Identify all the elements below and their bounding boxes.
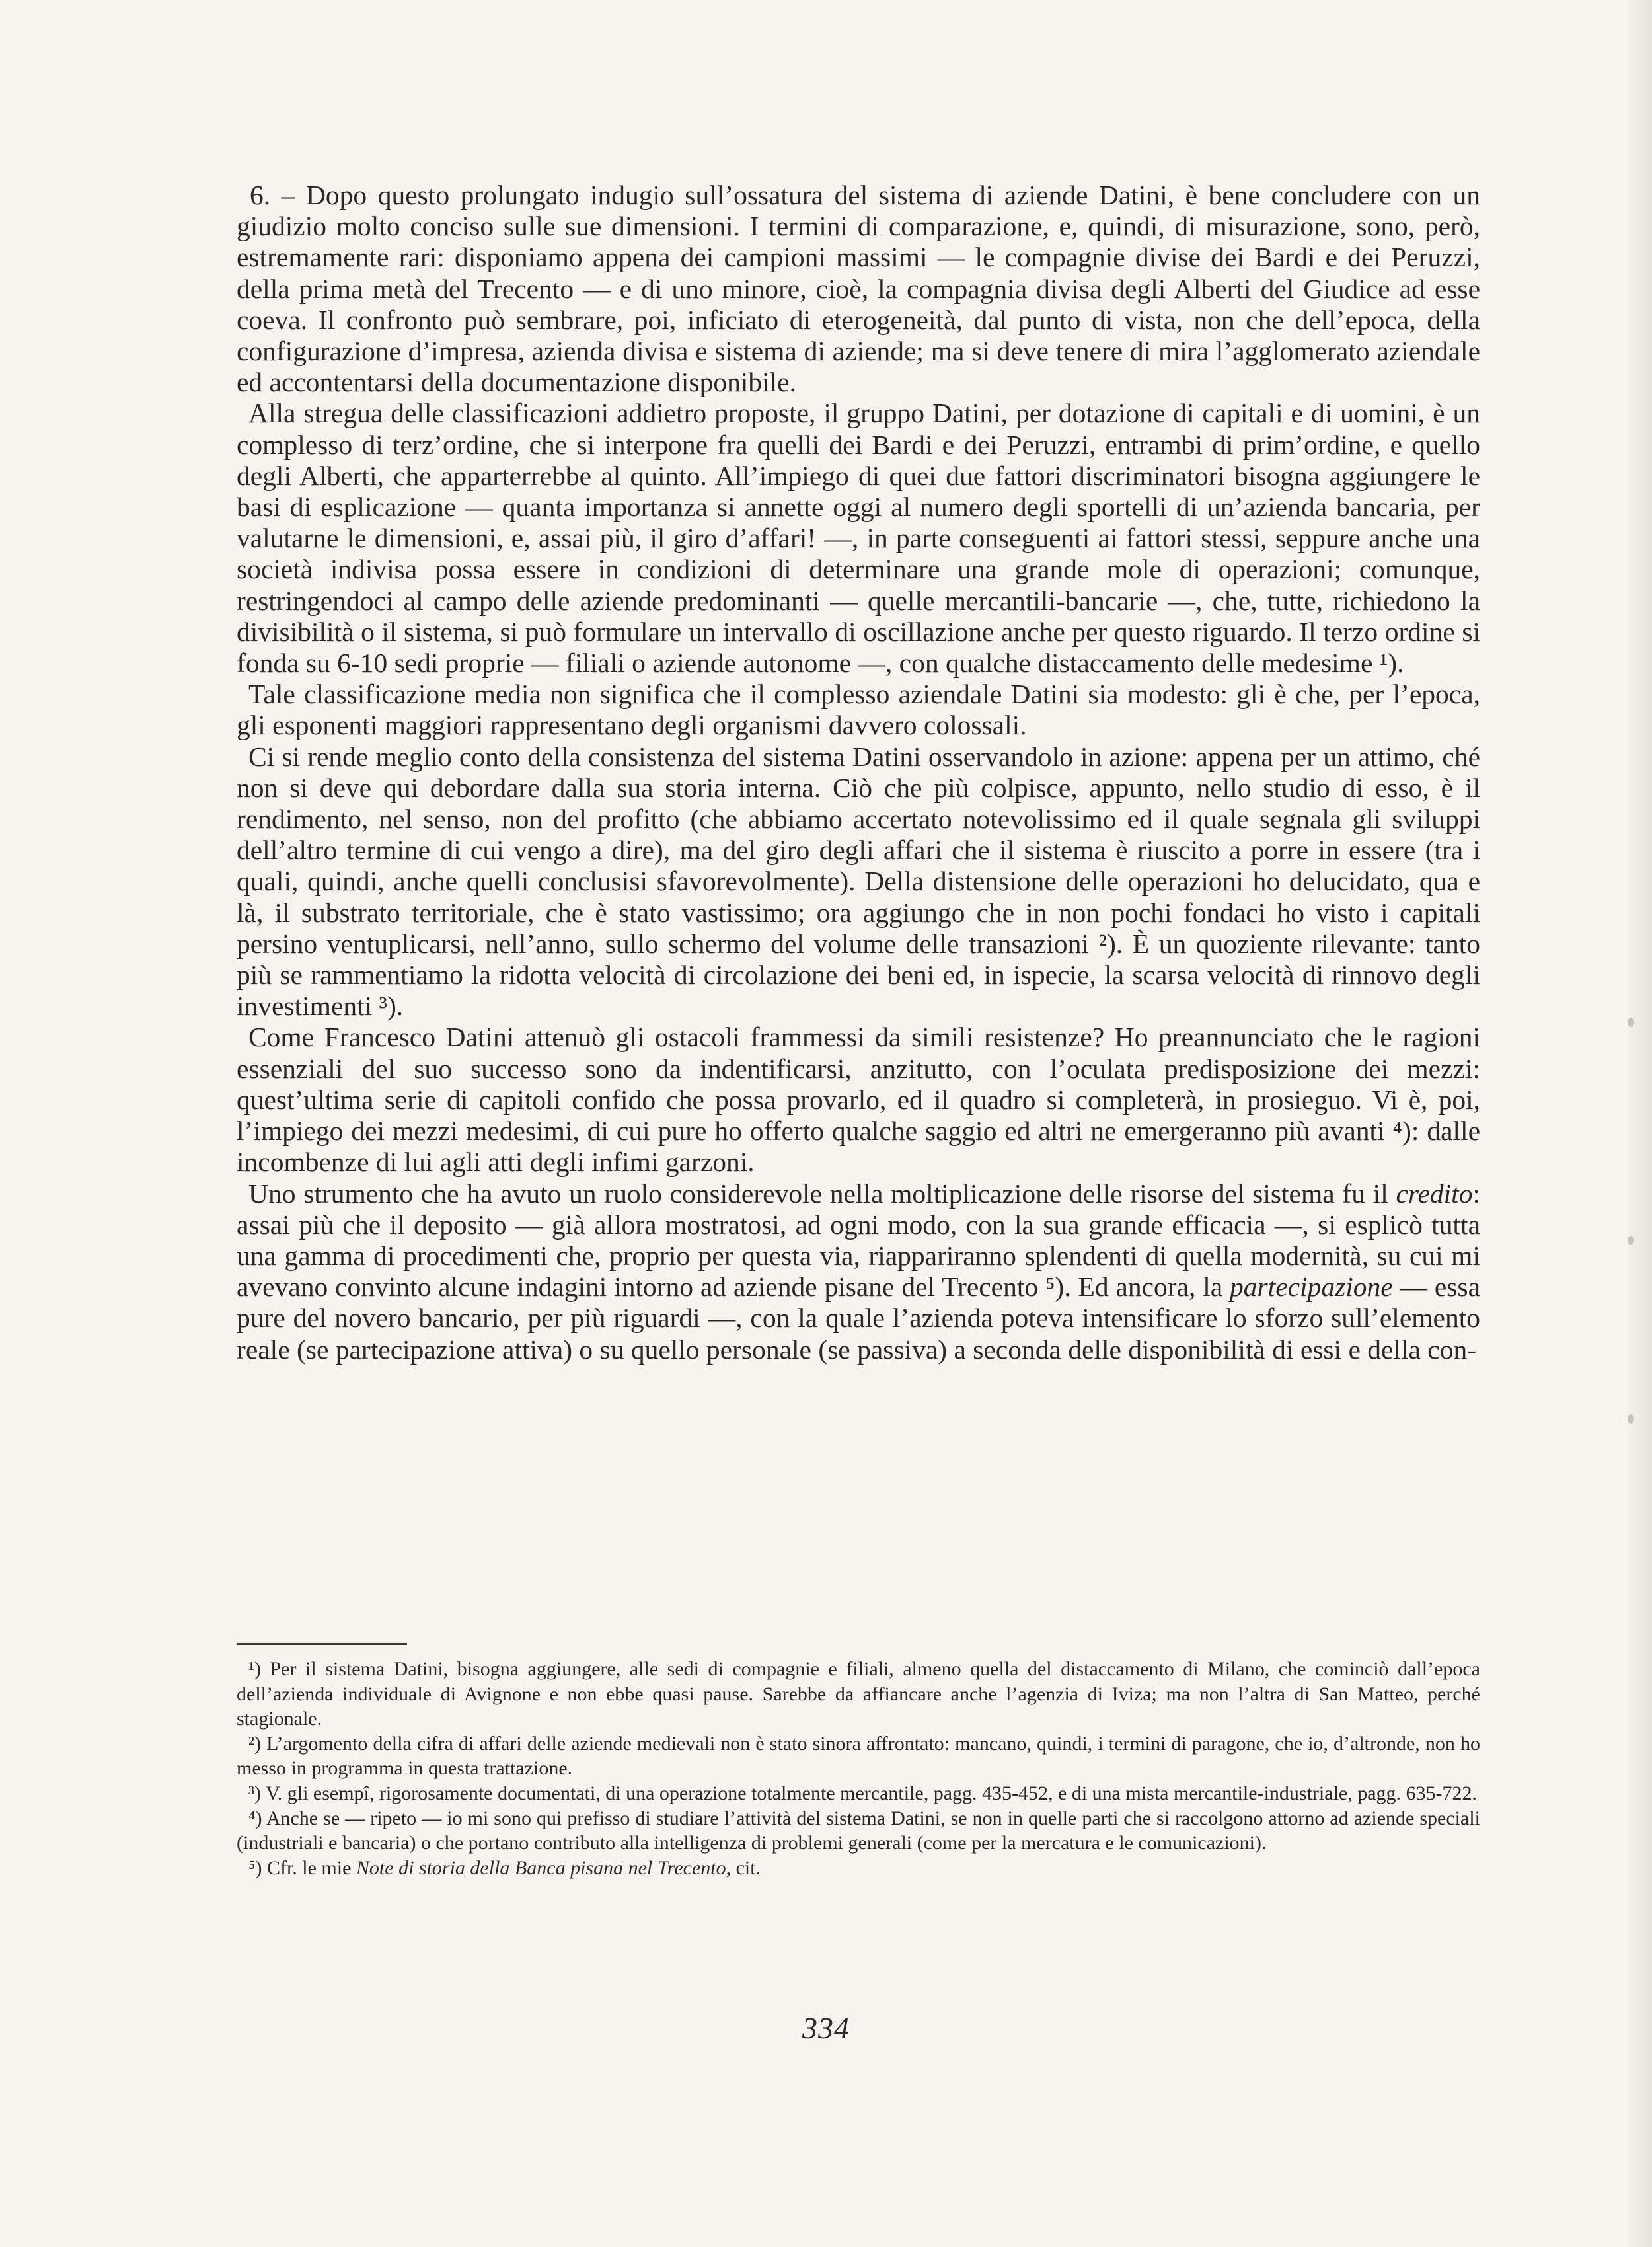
paper-speck bbox=[1628, 1018, 1634, 1027]
body-text bbox=[237, 180, 1480, 1365]
term-credito: credito bbox=[1396, 1178, 1473, 1209]
footnote-1: ¹) Per il sistema Datini, bisogna aggiungere, alle sedi di compagnie e filiali, almeno quella del distaccamento di Milano, che cominciò dall’epoca dell’azienda individuale di Avignone e non ebbe quasi pause. Sarebbe da affiancare anche l’agenzia di Iviza; ma non l’altra di San Matteo, perché stagionale. bbox=[237, 1658, 1480, 1730]
footnote-4: ⁴) Anche se — ripeto — io mi sono qui prefisso di studiare l’attività del sistema Datini, se non in quelle parti che si raccolgono attorno ad aziende speciali (industriali e bancaria) o che portano contributo alla intelligenza di problemi generali (come per la mercatura e le comunicazioni). bbox=[237, 1807, 1480, 1854]
paragraph-2: Alla stregua delle classificazioni addietro proposte, il gruppo Datini, per dotazione di capitali e di uomini, è un complesso di terz’ordine, che si interpone fra quelli dei Bardi e dei Peruzzi, entrambi di prim’ordine, e quello degli Alberti, che apparterrebbe al quinto. All’impiego di quei due fattori discriminatori bisogna aggiungere le basi di esplicazione — quanta importanza si annette oggi al numero degli sportelli di un’azienda bancaria, per valutarne le dimensioni, e, assai più, il giro d’affari! —, in parte conseguenti ai fattori stessi, seppure anche una società indivisa possa essere in condizioni di determinare una grande mole di operazioni; comunque, restringendoci al campo delle aziende predominanti — quelle mercantili-bancarie —, che, tutte, richiedono la divisibilità o il sistema, si può formulare un intervallo di oscillazione anche per questo riguardo. Il terzo ordine si fonda su 6-10 sedi proprie — filiali o aziende autonome —, con qualche distaccamento delle medesime ¹). bbox=[237, 398, 1480, 679]
paragraph-6-part-2: : assai più che il deposito — già allora mostratosi, ad ogni modo, con la sua grande efficacia —, si esplicò tutta una gamma di procedimenti che, proprio per questa via, riappariranno splendenti di quella modernità, su cui mi avevano convinto alcune indagini intorno ad aziende pisane del Trecento ⁵). Ed ancora, la bbox=[237, 1178, 1480, 1303]
paragraph-6 bbox=[237, 1178, 1480, 1365]
footnote-5-suffix: , cit. bbox=[726, 1856, 761, 1879]
term-partecipazione: partecipazione bbox=[1230, 1272, 1393, 1303]
footnote-5-prefix: ⁵) Cfr. le mie bbox=[248, 1856, 356, 1879]
footnote-3: ³) V. gli esempî, rigorosamente documentati, di una operazione totalmente mercantile, pagg. 435-452, e di una mista mercantile-industriale, pagg. 635-722. bbox=[248, 1782, 1478, 1804]
paragraph-1: 6. – Dopo questo prolungato indugio sull’ossatura del sistema di aziende Datini, è bene concludere con un giudizio molto conciso sulle sue dimensioni. I termini di comparazione, e, quindi, di misurazione, sono, però, estremamente rari: disponiamo appena dei campioni massimi — le compagnie divise dei Bardi e dei Peruzzi, della prima metà del Trecento — e di uno minore, cioè, la compagnia divisa degli Alberti del Giudice ad esse coeva. Il confronto può sembrare, poi, inficiato di eterogeneità, dal punto di vista, non che dell’epoca, della configurazione d’impresa, azienda divisa e sistema di aziende; ma si deve tenere di mira l’agglomerato aziendale ed accontentarsi della documentazione disponibile. bbox=[237, 180, 1480, 398]
paragraph-6-part-1: Uno strumento che ha avuto un ruolo considerevole nella moltiplicazione delle risorse del sistema fu il bbox=[248, 1178, 1396, 1209]
paper-speck bbox=[1628, 1414, 1634, 1424]
paragraph-6-part-3: — essa pure del novero bancario, per più riguardi —, con la quale l’azienda poteva intensificare lo sforzo sull’elemento reale (se partecipazione attiva) o su quello personale (se passiva) a seconda delle disponibilità di essi e della con- bbox=[237, 1272, 1481, 1365]
paragraph-4: Ci si rende meglio conto della consistenza del sistema Datini osservandolo in azione: appena per un attimo, ché non si deve qui debordare dalla sua storia interna. Ciò che più colpisce, appunto, nello studio di esso, è il rendimento, nel senso, non del profitto (che abbiamo accertato notevolissimo ed il quale segnala gli sviluppi dell’altro termine di cui vengo a dire), ma del giro degli affari che il sistema è riuscito a porre in essere (tra i quali, quindi, anche quelli conclusisi sfavorevolmente). Della distensione delle operazioni ho delucidato, qua e là, il substrato territoriale, che è stato vastissimo; ora aggiungo che in non pochi fondaci ho visto i capitali persino ventuplicarsi, nell’anno, sullo schermo del volume delle transazioni ²). È un quoziente rilevante: tanto più se rammentiamo la ridotta velocità di circolazione dei beni ed, in ispecie, la scarsa velocità di rinnovo degli investimenti ³). bbox=[237, 741, 1480, 1022]
footnote-2: ²) L’argomento della cifra di affari delle aziende medievali non è stato sinora affrontato: mancano, quindi, i termini di paragone, che io, d’altronde, non ho messo in programma in questa trattazione. bbox=[237, 1732, 1480, 1780]
footnote-5 bbox=[237, 1856, 1480, 1881]
footnotes bbox=[237, 1657, 1480, 1880]
paper-speck bbox=[1628, 1236, 1634, 1245]
page-edge-shadow bbox=[1628, 0, 1652, 2247]
page-number: 334 bbox=[802, 2011, 850, 2045]
footnote-5-title: Note di storia della Banca pisana nel Trecento bbox=[356, 1856, 726, 1879]
footnote-separator bbox=[237, 1643, 407, 1645]
paragraph-5: Come Francesco Datini attenuò gli ostacoli frammessi da simili resistenze? Ho preannunciato che le ragioni essenziali del suo successo sono da indentificarsi, anzitutto, con l’oculata predisposizione dei mezzi: quest’ultima serie di capitoli confido che possa provarlo, ed il quadro si completerà, in prosieguo. Vi è, poi, l’impiego dei mezzi medesimi, di cui pure ho offerto qualche saggio ed altri ne emergeranno più avanti ⁴): dalle incombenze di lui agli atti degli infimi garzoni. bbox=[237, 1022, 1480, 1178]
paragraph-3: Tale classificazione media non significa che il complesso aziendale Datini sia modesto: gli è che, per l’epoca, gli esponenti maggiori rappresentano degli organismi davvero colossali. bbox=[237, 679, 1480, 741]
